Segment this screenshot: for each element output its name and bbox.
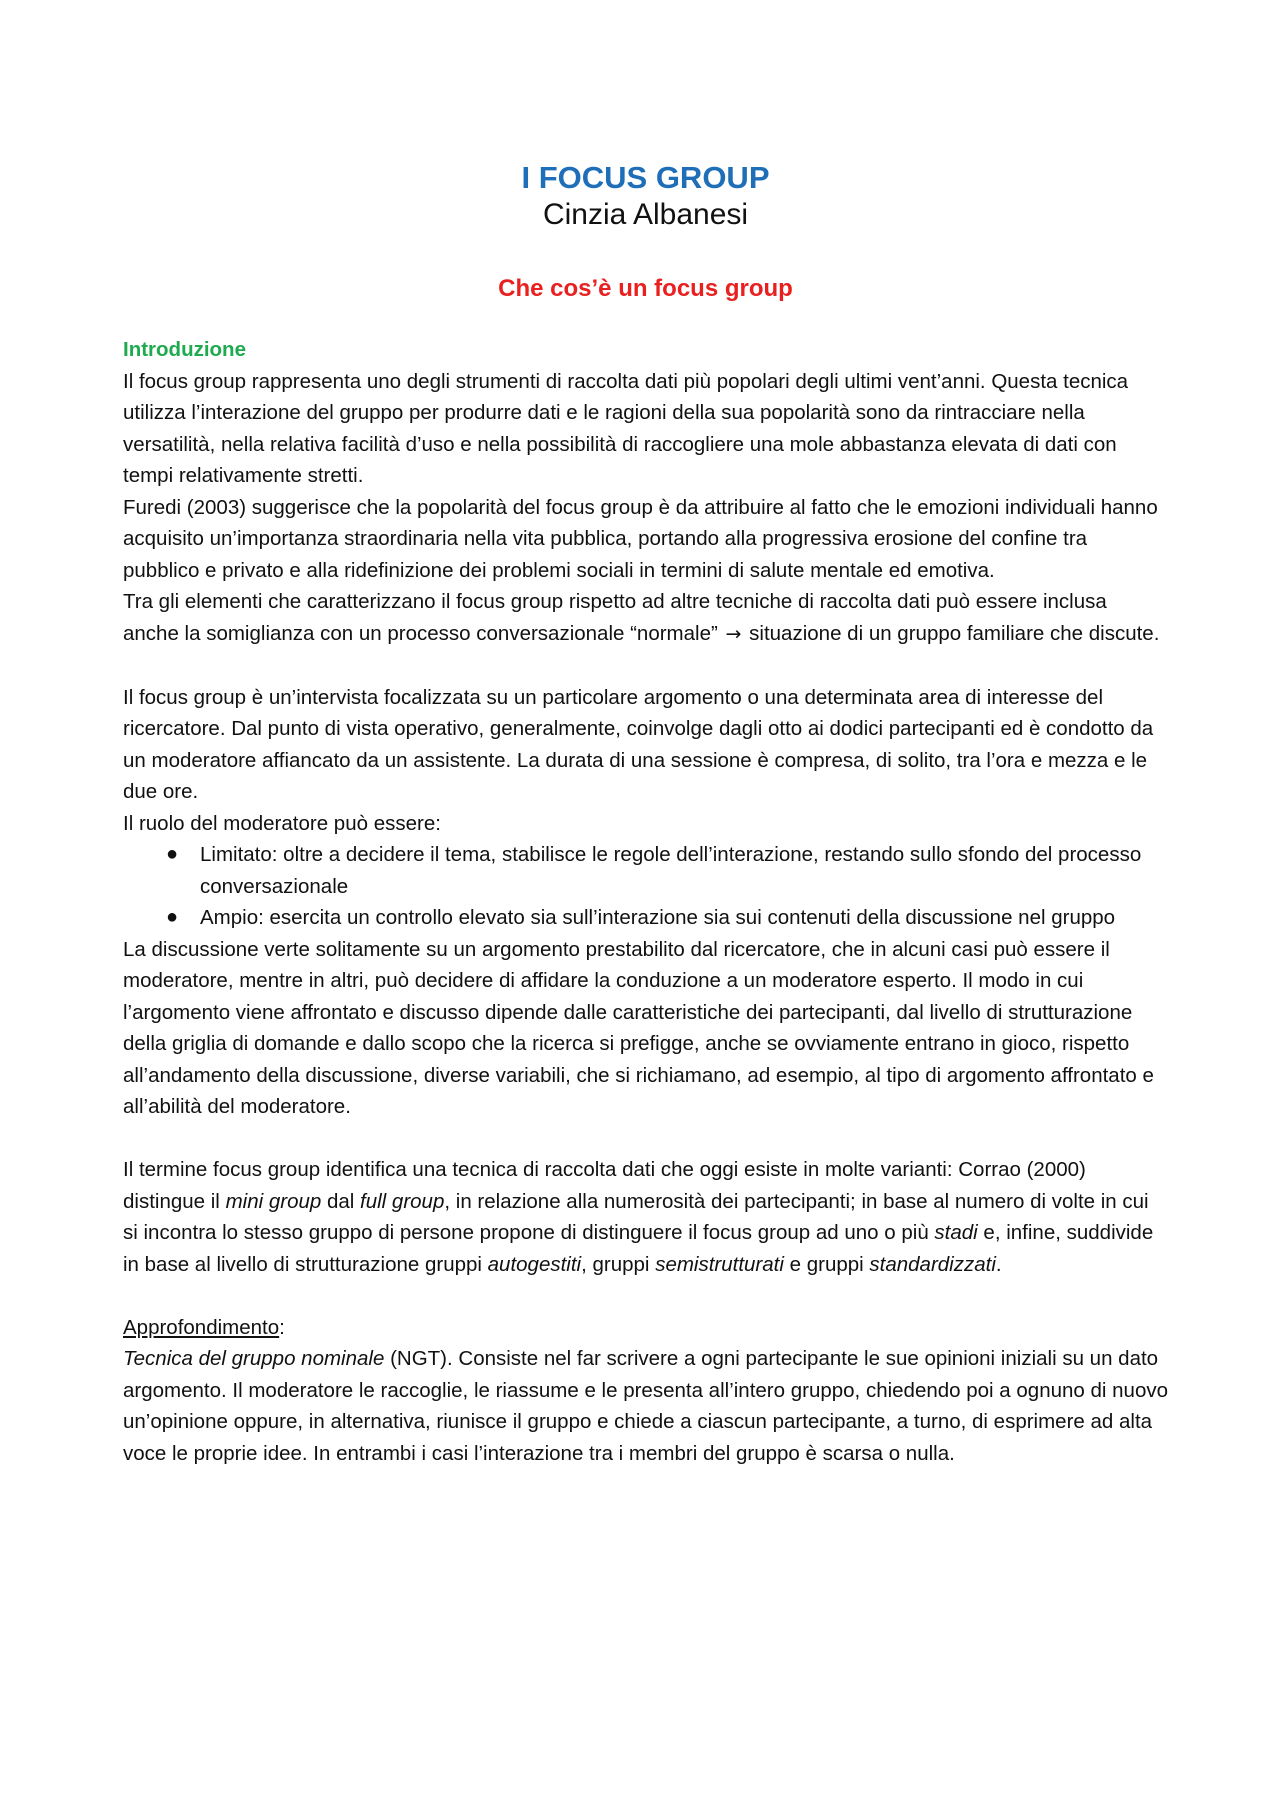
- variants-text: , in relazione alla numerosità dei partecipanti; in base al numero di volte in cui si incontra lo stesso gruppo di persone propone di distinguere il focus group ad uno o più: [123, 1189, 1149, 1244]
- bullet-icon: ●: [166, 843, 179, 865]
- variants-term-full-group: full group: [360, 1189, 445, 1213]
- approfondimento-paragraph: [123, 1343, 1168, 1469]
- intro-paragraph-2: Furedi (2003) suggerisce che la popolarità del focus group è da attribuire al fatto che le emozioni individuali hanno acquisito un’importanza straordinaria nella vita pubblica, portando alla progressiva erosione del confine tra pubblico e privato e alla ridefinizione dei problemi sociali in termini di salute mentale ed emotiva.: [123, 495, 1158, 582]
- moderator-role-list: [123, 839, 1168, 934]
- variants-term-semistrutturati: semistrutturati: [655, 1252, 784, 1276]
- variants-text: dal: [321, 1189, 361, 1213]
- approfondimento-colon: :: [279, 1315, 285, 1339]
- discussion-paragraph: La discussione verte solitamente su un argomento prestabilito dal ricercatore, che in alcuni casi può essere il moderatore, mentre in altri, può decidere di affidare la conduzione a un moderatore esperto. Il modo in cui l’argomento viene affrontato e discusso dipende dalle caratteristiche dei partecipanti, dal livello di strutturazione della griglia di domande e dallo scopo che la ricerca si prefigge, anche se ovviamente entrano in gioco, rispetto all’andamento della discussione, diverse variabili, che si richiamano, ad esempio, al tipo di argomento affrontato e all’abilità del moderatore.: [123, 937, 1154, 1118]
- document-body: [123, 160, 1168, 1469]
- bullet-icon: ●: [166, 906, 179, 928]
- document-author: Cinzia Albanesi: [542, 198, 749, 231]
- approfondimento-term: Tecnica del gruppo nominale: [123, 1347, 385, 1370]
- paragraph-gap: [123, 650, 1168, 682]
- variants-text: .: [995, 1252, 1002, 1276]
- paragraph-gap: [123, 1123, 1168, 1155]
- variants-text: e, infine, suddivide in base al livello di strutturazione gruppi: [123, 1221, 1154, 1276]
- moderator-role-intro: Il ruolo del moderatore può essere:: [123, 811, 441, 835]
- variants-text: , gruppi: [581, 1252, 656, 1276]
- right-arrow-icon: →: [725, 622, 742, 645]
- list-item: [166, 902, 1168, 934]
- approfondimento-heading: [123, 1312, 1168, 1344]
- approfondimento-label: Approfondimento: [123, 1315, 280, 1339]
- document-title: I FOCUS GROUP: [521, 160, 770, 195]
- variants-term-mini-group: mini group: [225, 1189, 322, 1213]
- approfondimento-text: (NGT). Consiste nel far scrivere a ogni partecipante le sue opinioni iniziali su un dato argomento. Il moderatore le raccoglie, le riassume e le presenta all’intero gruppo, chiedendo poi a ognuno di nuovo un’opinione oppure, in alternativa, riunisce il gruppo e chiede a ciascun partecipante, a turno, di esprimere ad alta voce le proprie idee. In entrambi i casi l’interazione tra i membri del gruppo è scarsa o nulla.: [123, 1347, 1169, 1465]
- variants-paragraph: [123, 1154, 1168, 1280]
- intro-paragraph-3: [123, 586, 1168, 650]
- variants-term-stadi: stadi: [934, 1221, 978, 1244]
- subheading-introduzione: Introduzione: [123, 338, 246, 361]
- definition-paragraph: Il focus group è un’intervista focalizzata su un particolare argomento o una determinata area di interesse del ricercatore. Dal punto di vista operativo, generalmente, coinvolge dagli otto ai dodici partecipanti ed è condotto da un moderatore affiancato da un assistente. La durata di una sessione è compresa, di solito, tra l’ora e mezza e le due ore.: [123, 685, 1154, 803]
- variants-text: e gruppi: [783, 1252, 870, 1276]
- variants-term-standardizzati: standardizzati: [869, 1252, 996, 1276]
- variants-term-autogestiti: autogestiti: [487, 1252, 582, 1276]
- intro-paragraph-3-text-end: situazione di un gruppo familiare che discute.: [749, 621, 1160, 645]
- list-item: [166, 839, 1168, 902]
- paragraph-gap: [123, 1280, 1168, 1312]
- intro-paragraph-1: Il focus group rappresenta uno degli strumenti di raccolta dati più popolari degli ultimi vent’anni. Questa tecnica utilizza l’interazione del gruppo per produrre dati e le ragioni della sua popolarità sono da rintracciare nella versatilità, nella relativa facilità d’uso e nella possibilità di raccogliere una mole abbastanza elevata di dati con tempi relativamente stretti.: [123, 369, 1129, 487]
- section-title: Che cos’è un focus group: [498, 275, 793, 302]
- list-item-text: Ampio: esercita un controllo elevato sia sull’interazione sia sui contenuti della discussione nel gruppo: [200, 906, 1116, 929]
- list-item-text: Limitato: oltre a decidere il tema, stabilisce le regole dell’interazione, restando sullo sfondo del processo conversazionale: [200, 843, 1142, 898]
- variants-text: Il termine focus group identifica una tecnica di raccolta dati che oggi esiste in molte varianti: Corrao (2000) distingue il: [123, 1158, 1086, 1213]
- intro-paragraph-3-text: Tra gli elementi che caratterizzano il focus group rispetto ad altre tecniche di raccolta dati può essere inclusa anche la somiglianza con un processo conversazionale “normale”: [123, 590, 1107, 645]
